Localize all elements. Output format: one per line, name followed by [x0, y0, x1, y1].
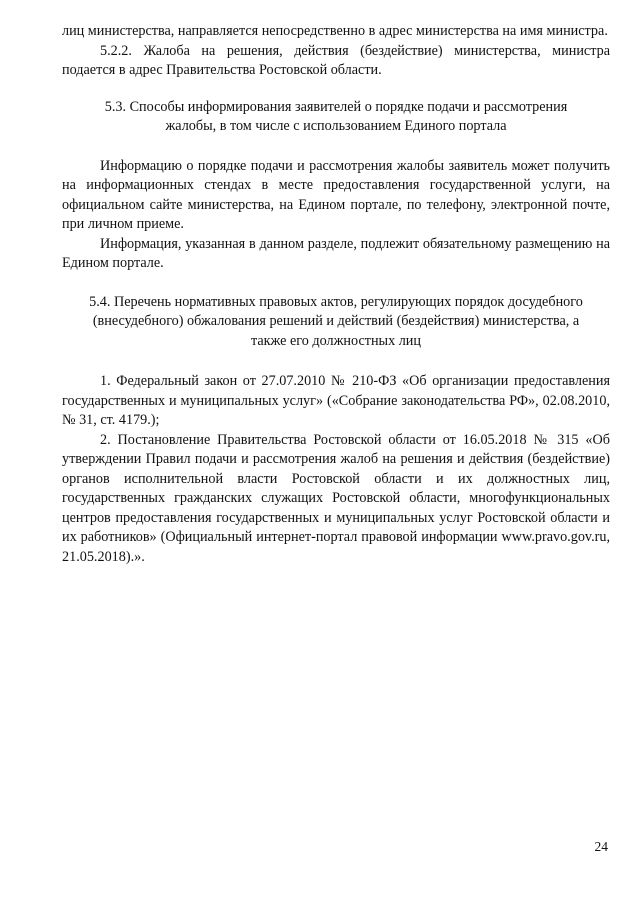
paragraph-5-2-2: 5.2.2. Жалоба на решения, действия (бездействие) министерства, министра подается в адрес Правительства Ростовской области.: [62, 42, 610, 78]
section-heading-5-4: 5.4. Перечень нормативных правовых актов, регулирующих порядок досудебного (внесудебного) обжалования решений и действий (бездействия) министерства, а также его должностных лиц: [89, 293, 583, 349]
paragraph-5-3-info: Информацию о порядке подачи и рассмотрения жалобы заявитель может получить на информационных стендах в месте предоставления государственной услуги, на официальном сайте министерства, на Едином портале, по телефону, электронной почте, при личном приеме.: [62, 157, 610, 232]
list-item-regional-resolution: 2. Постановление Правительства Ростовской области от 16.05.2018 № 315 «Об утверждении Правил подачи и рассмотрения жалоб на решения и действия (бездействие) органов исполнительной власти Ростовской области и их должностных лиц, государственных гражданских служащих Ростовской области, многофункциональных центров предоставления государственных и муниципальных услуг Ростовской области и их работников» (Официальный интернет-портал правовой информации www.pravo.gov.ru, 21.05.2018).».: [62, 431, 610, 565]
paragraph-5-3-placement: Информация, указанная в данном разделе, подлежит обязательному размещению на Едином портале.: [62, 235, 610, 271]
list-item-federal-law: 1. Федеральный закон от 27.07.2010 № 210-ФЗ «Об организации предоставления государственных и муниципальных услуг» («Собрание законодательства РФ», 02.08.2010, № 31, ст. 4179.);: [62, 373, 610, 428]
page-number: 24: [594, 839, 608, 854]
document-page: [62, 22, 610, 567]
section-heading-5-3: 5.3. Способы информирования заявителей о порядке подачи и рассмотрения жалобы, в том числе с использованием Единого портала: [104, 98, 568, 134]
paragraph-continuation: лиц министерства, направляется непосредственно в адрес министерства на имя министра.: [62, 23, 608, 39]
